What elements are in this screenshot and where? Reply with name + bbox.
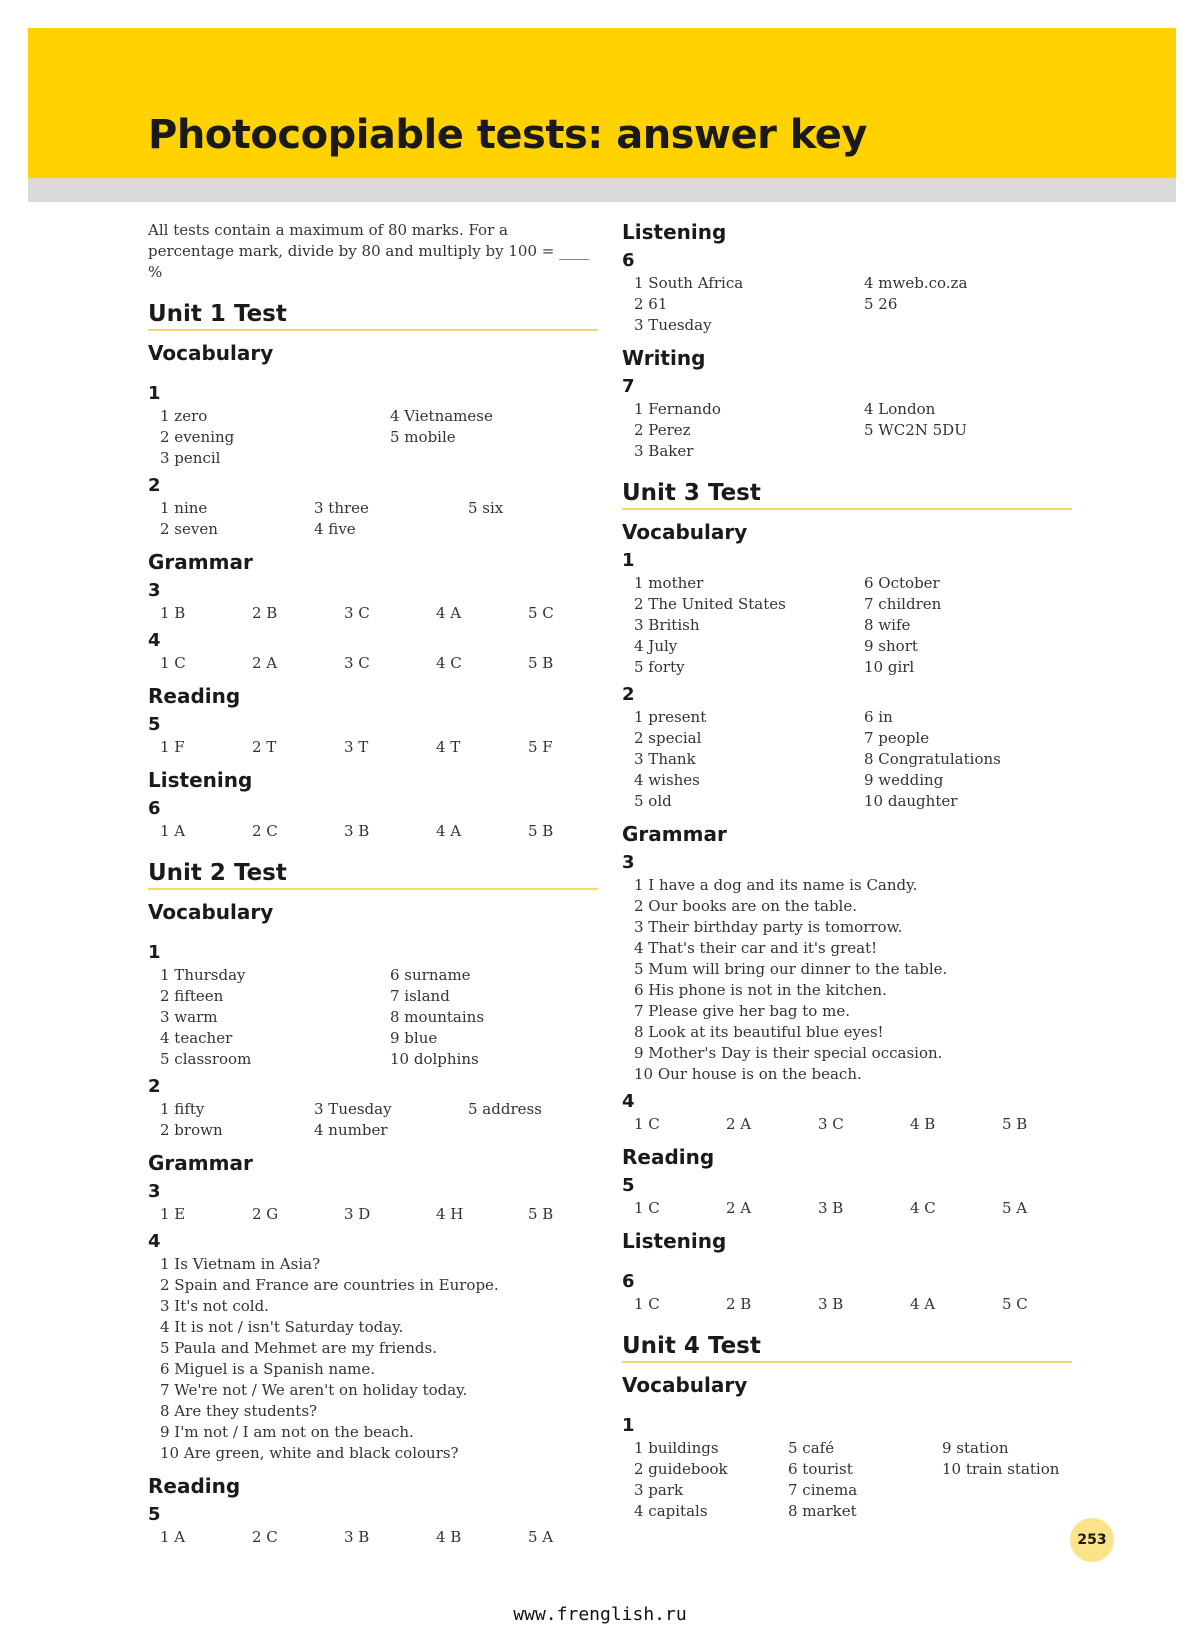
answer-item: 10 daughter [864, 792, 958, 810]
answer-item: 2 G [252, 1205, 279, 1223]
unit2-q6-number: 6 [622, 250, 635, 271]
answer-item: 4 That's their car and it's great! [634, 939, 878, 957]
answer-item: 3 B [818, 1199, 844, 1217]
unit4-q1-number: 1 [622, 1415, 635, 1436]
answer-item: 4 H [436, 1205, 464, 1223]
answer-item: 1 C [634, 1295, 660, 1313]
answer-item: 3 Baker [634, 442, 694, 460]
answer-item: 4 wishes [634, 771, 700, 789]
answer-item: 2 special [634, 729, 702, 747]
answer-item: 1 South Africa [634, 274, 744, 292]
unit2-q2-answers [148, 1099, 598, 1141]
unit1-title: Unit 1 Test [148, 301, 598, 331]
unit3-title: Unit 3 Test [622, 480, 1072, 510]
unit4-vocabulary-heading: Vocabulary [622, 1373, 748, 1397]
answer-item: 4 five [314, 520, 356, 538]
answer-item: 3 C [344, 604, 370, 622]
answer-item: 1 E [160, 1205, 186, 1223]
unit2-q4-answers [148, 1254, 598, 1464]
answer-item: 3 T [344, 738, 369, 756]
answer-item: 3 Thank [634, 750, 696, 768]
answer-item: 4 Vietnamese [390, 407, 493, 425]
answer-item: 9 I'm not / I am not on the beach. [160, 1423, 414, 1441]
answer-item: 2 A [726, 1199, 752, 1217]
unit3-q6-answers [622, 1294, 1072, 1315]
answer-item: 7 We're not / We aren't on holiday today. [160, 1381, 468, 1399]
answer-item: 3 Tuesday [634, 316, 712, 334]
answer-item: 2 The United States [634, 595, 786, 613]
unit2-q3-answers [148, 1204, 598, 1225]
unit3-q4-answers [622, 1114, 1072, 1135]
answer-item: 4 A [910, 1295, 936, 1313]
unit1-q3-number: 3 [148, 580, 161, 601]
answer-item: 1 I have a dog and its name is Candy. [634, 876, 918, 894]
answer-item: 8 market [788, 1502, 857, 1520]
answer-item: 2 B [252, 604, 278, 622]
answer-item: 5 old [634, 792, 672, 810]
answer-item: 4 number [314, 1121, 388, 1139]
unit3-vocabulary-heading: Vocabulary [622, 520, 748, 544]
answer-item: 5 C [528, 604, 554, 622]
answer-item: 3 three [314, 499, 369, 517]
answer-item: 4 A [436, 604, 462, 622]
answer-item: 3 D [344, 1205, 371, 1223]
answer-item: 5 B [528, 1205, 554, 1223]
unit1-q5-number: 5 [148, 714, 161, 735]
answer-item: 5 Paula and Mehmet are my friends. [160, 1339, 437, 1357]
answer-item: 3 B [344, 1528, 370, 1546]
answer-item: 7 Please give her bag to me. [634, 1002, 850, 1020]
answer-item: 3 C [344, 654, 370, 672]
answer-item: 3 pencil [160, 449, 221, 467]
answer-item: 2 brown [160, 1121, 223, 1139]
unit2-q2-number: 2 [148, 1076, 161, 1097]
unit1-q4-number: 4 [148, 630, 161, 651]
unit1-vocabulary-heading: Vocabulary [148, 341, 274, 365]
answer-item: 2 fifteen [160, 987, 224, 1005]
answer-item: 8 wife [864, 616, 911, 634]
unit1-q1-number: 1 [148, 383, 161, 404]
answer-item: 1 B [160, 604, 186, 622]
answer-item: 4 teacher [160, 1029, 233, 1047]
answer-item: 5 B [528, 654, 554, 672]
unit2-title: Unit 2 Test [148, 860, 598, 890]
unit3-q4-number: 4 [622, 1091, 635, 1112]
answer-item: 4 C [910, 1199, 936, 1217]
unit3-q1-number: 1 [622, 550, 635, 571]
unit1-q1-answers [148, 406, 598, 469]
answer-item: 4 T [436, 738, 461, 756]
answer-item: 3 B [818, 1295, 844, 1313]
answer-item: 6 October [864, 574, 940, 592]
unit3-grammar-heading: Grammar [622, 822, 727, 846]
answer-item: 7 people [864, 729, 930, 747]
answer-item: 4 capitals [634, 1502, 708, 1520]
answer-item: 1 C [634, 1115, 660, 1133]
answer-item: 4 London [864, 400, 936, 418]
unit3-reading-heading: Reading [622, 1145, 715, 1169]
answer-item: 5 forty [634, 658, 685, 676]
answer-item: 1 buildings [634, 1439, 719, 1457]
unit2-vocabulary-heading: Vocabulary [148, 900, 274, 924]
answer-item: 6 Miguel is a Spanish name. [160, 1360, 376, 1378]
unit1-q3-answers [148, 603, 598, 624]
answer-item: 3 B [344, 822, 370, 840]
answer-item: 5 Mum will bring our dinner to the table. [634, 960, 948, 978]
unit2-grammar-heading: Grammar [148, 1151, 253, 1175]
unit3-q3-number: 3 [622, 852, 635, 873]
unit4-title: Unit 4 Test [622, 1333, 1072, 1363]
answer-item: 3 It's not cold. [160, 1297, 269, 1315]
answer-item: 3 C [818, 1115, 844, 1133]
unit2-q7-number: 7 [622, 376, 635, 397]
answer-item: 8 Look at its beautiful blue eyes! [634, 1023, 884, 1041]
answer-item: 5 B [1002, 1115, 1028, 1133]
answer-item: 1 C [160, 654, 186, 672]
answer-item: 10 Are green, white and black colours? [160, 1444, 459, 1462]
answer-item: 9 blue [390, 1029, 438, 1047]
unit2-q5-answers [148, 1527, 598, 1548]
unit1-listening-heading: Listening [148, 768, 253, 792]
answer-item: 1 Fernando [634, 400, 721, 418]
header-strip [28, 178, 1176, 202]
answer-item: 5 26 [864, 295, 898, 313]
answer-item: 10 train station [942, 1460, 1060, 1478]
unit1-grammar-heading: Grammar [148, 550, 253, 574]
answer-item: 2 T [252, 738, 277, 756]
unit3-q3-answers [622, 875, 1072, 1085]
unit2-q1-number: 1 [148, 942, 161, 963]
unit1-q6-answers [148, 821, 598, 842]
answer-item: 9 station [942, 1439, 1009, 1457]
unit2-q4-number: 4 [148, 1231, 161, 1252]
answer-item: 6 His phone is not in the kitchen. [634, 981, 887, 999]
answer-item: 1 A [160, 822, 186, 840]
answer-item: 5 F [528, 738, 553, 756]
answer-item: 7 cinema [788, 1481, 858, 1499]
unit1-q5-answers [148, 737, 598, 758]
footer-url: www.frenglish.ru [513, 1604, 687, 1625]
unit2-listening-heading: Listening [622, 220, 727, 244]
answer-item: 2 A [726, 1115, 752, 1133]
answer-item: 2 B [726, 1295, 752, 1313]
unit1-reading-heading: Reading [148, 684, 241, 708]
unit3-q5-number: 5 [622, 1175, 635, 1196]
answer-item: 1 nine [160, 499, 208, 517]
unit2-q5-number: 5 [148, 1504, 161, 1525]
unit1-q2-number: 2 [148, 475, 161, 496]
answer-item: 10 Our house is on the beach. [634, 1065, 862, 1083]
answer-item: 9 short [864, 637, 918, 655]
answer-item: 5 mobile [390, 428, 456, 446]
unit3-q1-answers [622, 573, 1072, 678]
unit4-q1-answers [622, 1438, 1072, 1522]
intro-text: All tests contain a maximum of 80 marks. For a percentage mark, divide by 80 and multiply by 100 = ____ % [148, 221, 590, 281]
page-number-badge: 253 [1070, 1518, 1114, 1562]
unit2-q6-answers [622, 273, 1072, 336]
answer-item: 6 in [864, 708, 893, 726]
answer-item: 4 C [436, 654, 462, 672]
answer-item: 1 fifty [160, 1100, 205, 1118]
answer-item: 2 seven [160, 520, 218, 538]
answer-item: 4 A [436, 822, 462, 840]
answer-item: 1 F [160, 738, 185, 756]
answer-item: 2 Our books are on the table. [634, 897, 857, 915]
answer-item: 2 C [252, 1528, 278, 1546]
left-column [148, 220, 598, 1552]
right-column [622, 220, 1072, 1526]
answer-item: 1 Is Vietnam in Asia? [160, 1255, 321, 1273]
answer-item: 1 mother [634, 574, 704, 592]
answer-item: 2 evening [160, 428, 235, 446]
unit2-reading-heading: Reading [148, 1474, 241, 1498]
answer-item: 5 address [468, 1100, 542, 1118]
answer-item: 2 C [252, 822, 278, 840]
unit2-q3-number: 3 [148, 1181, 161, 1202]
answer-item: 2 guidebook [634, 1460, 728, 1478]
unit2-q1-answers [148, 965, 598, 1070]
answer-item: 3 warm [160, 1008, 218, 1026]
unit2-writing-heading: Writing [622, 346, 706, 370]
answer-item: 4 B [910, 1115, 936, 1133]
answer-item: 1 Thursday [160, 966, 246, 984]
answer-item: 5 café [788, 1439, 835, 1457]
answer-item: 10 girl [864, 658, 915, 676]
answer-item: 4 It is not / isn't Saturday today. [160, 1318, 404, 1336]
answer-item: 2 A [252, 654, 278, 672]
answer-item: 1 present [634, 708, 707, 726]
unit3-q5-answers [622, 1198, 1072, 1219]
unit1-q4-answers [148, 653, 598, 674]
answer-item: 10 dolphins [390, 1050, 479, 1068]
answer-item: 2 Spain and France are countries in Europe. [160, 1276, 499, 1294]
unit3-q2-answers [622, 707, 1072, 812]
unit1-q6-number: 6 [148, 798, 161, 819]
answer-item: 4 July [634, 637, 678, 655]
answer-item: 5 six [468, 499, 504, 517]
answer-item: 5 C [1002, 1295, 1028, 1313]
answer-item: 5 classroom [160, 1050, 252, 1068]
answer-item: 8 Are they students? [160, 1402, 318, 1420]
answer-item: 2 Perez [634, 421, 691, 439]
answer-item: 3 Their birthday party is tomorrow. [634, 918, 903, 936]
answer-item: 6 surname [390, 966, 471, 984]
answer-item: 4 B [436, 1528, 462, 1546]
answer-item: 7 island [390, 987, 450, 1005]
answer-item: 9 wedding [864, 771, 944, 789]
unit3-q2-number: 2 [622, 684, 635, 705]
unit1-q2-answers [148, 498, 598, 540]
answer-item: 5 WC2N 5DU [864, 421, 967, 439]
answer-item: 7 children [864, 595, 942, 613]
answer-item: 3 Tuesday [314, 1100, 392, 1118]
answer-item: 6 tourist [788, 1460, 853, 1478]
answer-item: 1 zero [160, 407, 208, 425]
answer-item: 5 B [528, 822, 554, 840]
unit3-q6-number: 6 [622, 1271, 635, 1292]
answer-item: 8 Congratulations [864, 750, 1001, 768]
answer-item: 5 A [1002, 1199, 1028, 1217]
answer-item: 5 A [528, 1528, 554, 1546]
page-title: Photocopiable tests: answer key [148, 112, 867, 158]
answer-item: 3 park [634, 1481, 684, 1499]
answer-item: 2 61 [634, 295, 668, 313]
unit3-listening-heading: Listening [622, 1229, 727, 1253]
answer-item: 1 C [634, 1199, 660, 1217]
answer-item: 4 mweb.co.za [864, 274, 968, 292]
unit2-q7-answers [622, 399, 1072, 462]
answer-item: 9 Mother's Day is their special occasion. [634, 1044, 943, 1062]
answer-item: 8 mountains [390, 1008, 485, 1026]
answer-item: 1 A [160, 1528, 186, 1546]
answer-item: 3 British [634, 616, 700, 634]
